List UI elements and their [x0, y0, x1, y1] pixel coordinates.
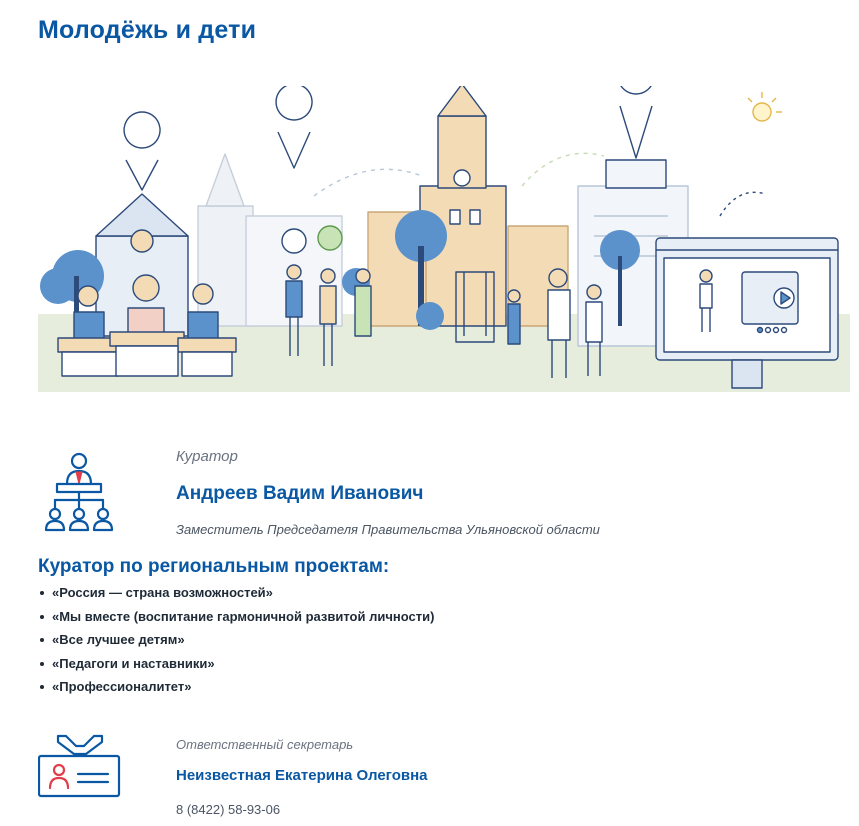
page-title: Молодёжь и дети — [38, 16, 257, 44]
curator-name: Андреев Вадим Иванович — [176, 483, 424, 504]
secretary-block — [38, 734, 838, 826]
presenter-hierarchy-icon — [38, 446, 122, 545]
secretary-name: Неизвестная Екатерина Олеговна — [176, 767, 428, 784]
secretary-role-label: Ответственный секретарь — [176, 737, 354, 752]
curator-role-label: Куратор — [176, 448, 238, 465]
hero-illustration — [38, 86, 850, 392]
list-item: «Все лучшее детям» — [38, 632, 434, 656]
list-item: «Профессионалитет» — [38, 679, 434, 703]
list-item: «Педагоги и наставники» — [38, 656, 434, 680]
school-city-illustration — [38, 86, 850, 392]
list-item: «Россия — страна возможностей» — [38, 585, 434, 609]
list-item: «Мы вместе (воспитание гармоничной развитой личности) — [38, 609, 434, 633]
secretary-phone[interactable]: 8 (8422) 58-93-06 — [176, 802, 281, 817]
projects-heading: Куратор по региональным проектам: — [38, 556, 390, 577]
curator-block — [38, 446, 838, 546]
curator-position: Заместитель Председателя Правительства Ульяновской области — [176, 522, 600, 537]
id-badge-icon — [38, 734, 122, 803]
projects-list — [38, 585, 434, 703]
